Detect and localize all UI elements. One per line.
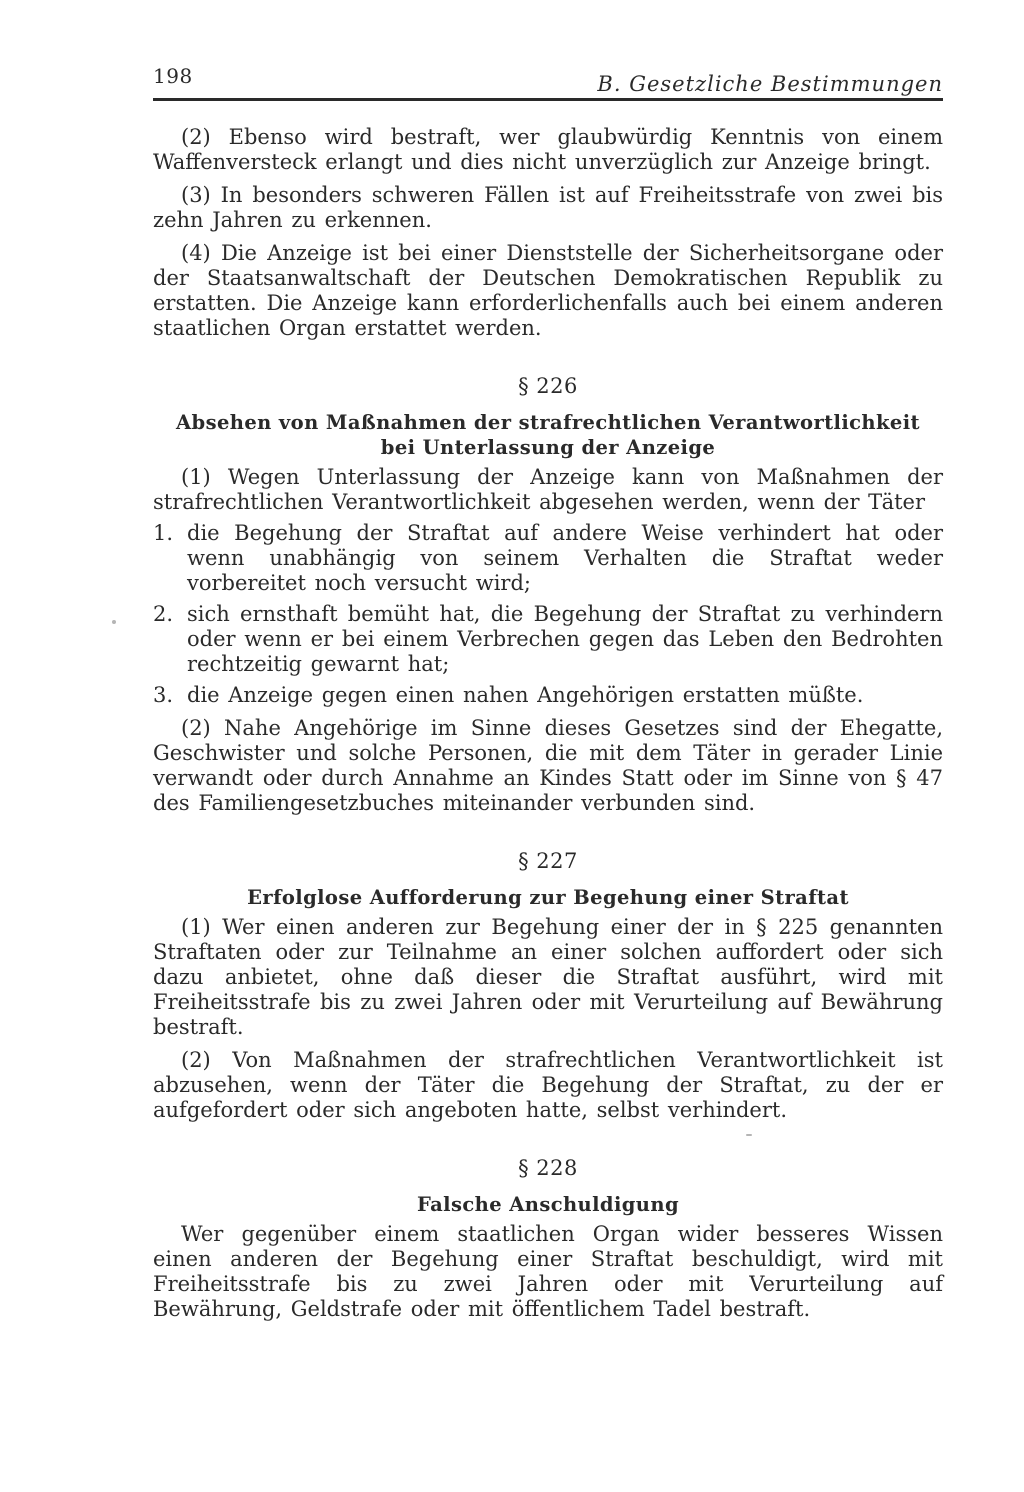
section-number: § 228 (518, 1156, 578, 1180)
paragraph-2: (2) Nahe Angehörige im Sinne dieses Gesetzes sind der Ehegatte, Geschwister und solche Personen, die mit dem Täter in gerader Linie verwandt oder durch Annahme an Kindes Statt oder im Sinne von § 47 des Familiengesetzbuches miteinander verbunden sind. (153, 716, 943, 815)
page-number: 198 (153, 64, 193, 88)
section-number: § 226 (518, 374, 578, 398)
list-number: 2. (153, 602, 174, 626)
running-head: B. Gesetzliche Bestimmungen (597, 72, 943, 96)
document-page (153, 62, 943, 1322)
section-title: Erfolglose Aufforderung zur Begehung einer Straftat (247, 886, 849, 909)
section-title-line-2: bei Unterlassung der Anzeige (380, 436, 716, 459)
margin-speck (112, 620, 116, 624)
list-text: die Begehung der Straftat auf andere Weise verhindert hat oder wenn unabhängig von seinem Verhalten die Straftat weder vorbereitet noch versucht wird; (187, 521, 943, 595)
paragraph-4: (4) Die Anzeige ist bei einer Dienststelle der Sicherheitsorgane oder der Staatsanwaltschaft der Deutschen Demokratischen Republik zu erstatten. Die Anzeige kann erforderlichenfalls auch bei einem anderen staatlichen Organ erstattet werden. (153, 241, 943, 340)
paragraph-1: Wer gegenüber einem staatlichen Organ wider besseres Wissen einen anderen der Begehung einer Straftat beschuldigt, wird mit Freiheitsstrafe bis zu zwei Jahren oder mit Verurteilung auf Bewährung, Geldstrafe oder mit öffentlichem Tadel bestraft. (153, 1222, 943, 1321)
paragraph-2: (2) Von Maßnahmen der strafrechtlichen Verantwortlichkeit ist abzusehen, wenn der Täter die Begehung der Straftat, zu der er aufgefordert oder sich angeboten hatte, selbst verhindert. (153, 1048, 943, 1122)
section-title (153, 410, 943, 460)
section-title: Falsche Anschuldigung (416, 1193, 680, 1216)
section-number: § 227 (518, 849, 578, 873)
paragraph-1: (1) Wegen Unterlassung der Anzeige kann von Maßnahmen der strafrechtlichen Verantwortlichkeit abgesehen werden, wenn der Täter (153, 465, 943, 514)
paragraph-3: (3) In besonders schweren Fällen ist auf Freiheitsstrafe von zwei bis zehn Jahren zu erkennen. (153, 183, 943, 232)
paragraph-2: (2) Ebenso wird bestraft, wer glaubwürdig Kenntnis von einem Waffenversteck erlangt und dies nicht unverzüglich zur Anzeige bringt. (153, 125, 943, 174)
list-number: 3. (153, 683, 174, 707)
section-title-line-1: Absehen von Maßnahmen der strafrechtlichen Verantwortlichkeit (176, 411, 920, 434)
margin-speck (746, 1134, 752, 1136)
section-228 (153, 1156, 943, 1322)
section-226 (153, 374, 943, 816)
list-item (153, 521, 943, 596)
list-number: 1. (153, 521, 174, 545)
page-header (153, 62, 943, 101)
paragraph-1: (1) Wer einen anderen zur Begehung einer der in § 225 genannten Straftaten oder zur Teilnahme an einer solchen auffordert oder sich dazu anbietet, ohne daß dieser die Straftat ausführt, wird mit Freiheitsstrafe bis zu zwei Jahren oder mit Verurteilung auf Bewährung bestraft. (153, 915, 943, 1039)
list-text: sich ernsthaft bemüht hat, die Begehung der Straftat zu verhindern oder wenn er bei einem Verbrechen gegen das Leben den Bedrohten rechtzeitig gewarnt hat; (187, 602, 943, 676)
intro-block (153, 125, 943, 341)
list-item (153, 683, 943, 708)
section-227 (153, 849, 943, 1123)
list-item (153, 602, 943, 677)
list-text: die Anzeige gegen einen nahen Angehörigen erstatten müßte. (187, 683, 864, 707)
